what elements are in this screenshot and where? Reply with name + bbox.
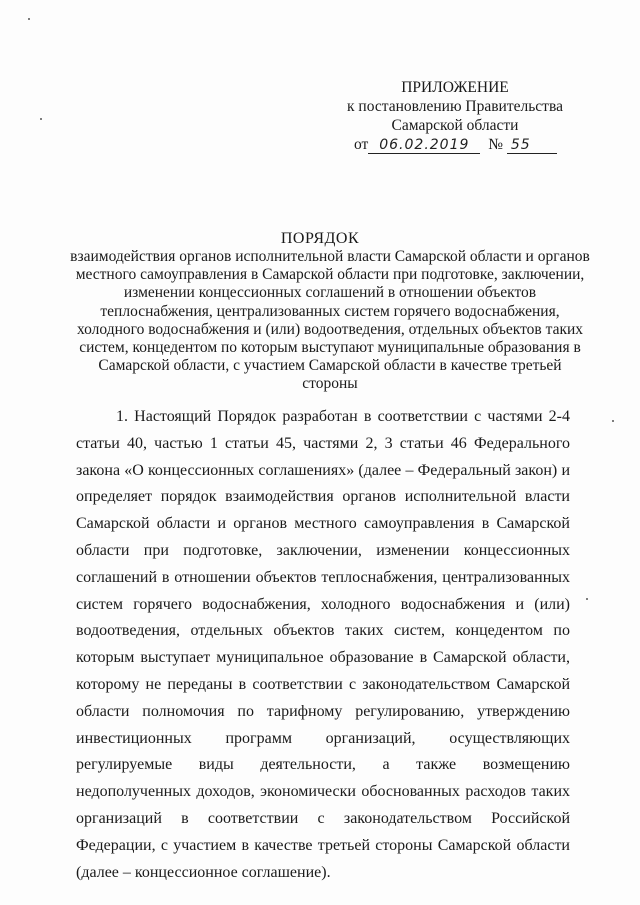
- paragraph-1: 1. Настоящий Порядок разработан в соответствии с частями 2-4 статьи 40, частью 1 статьи 45, частями 2, 3 статьи 46 Федерального закона «О концессионных соглашениях» (далее – Федеральный закон) и определяет порядок взаимодействия органов исполнительной власти Самарской области и органов местного самоуправления в Самарской области при подготовке, заключении, изменении концессионных соглашений в отношении объектов теплоснабжения, централизованных систем горячего водоснабжения, холодного водоснабжения и (или) водоотведения, отдельных объектов таких систем, концедентом по которым выступает муниципальное образование в Самарской области, которому не переданы в соответствии с законодательством Самарской области полномочия по тарифному регулированию, утверждению инвестиционных программ организаций, осуществляющих регулируемые виды деятельности, а также возмещению недополученных доходов, экономически обоснованных расходов таких организаций в соответствии с законодательством Российской Федерации, с участием в качестве третьей стороны Самарской области (далее – концессионное соглашение).: [76, 408, 570, 881]
- document-title: ПОРЯДОК: [280, 230, 360, 247]
- date-prefix: от: [354, 136, 369, 153]
- scan-speck: [612, 420, 614, 422]
- handwritten-number: 55: [507, 137, 557, 154]
- document-subtitle: взаимодействия органов исполнительной власти Самарской области и органов местного самоуправления в Самарской области при подготовке, заключении, изменении концессионных соглашений в отношении объектов теплоснабжения, централизованных систем горячего водоснабжения, холодного водоснабжения и (или) водоотведения, отдельных объектов таких систем, концедентом по которым выступают муниципальные образования в Самарской области, с участием Самарской области в качестве третьей стороны: [70, 248, 590, 393]
- handwritten-date: 06.02.2019: [368, 137, 480, 154]
- appendix-title: ПРИЛОЖЕНИЕ: [401, 79, 509, 96]
- scan-speck: [28, 18, 30, 20]
- scan-speck: [40, 118, 42, 120]
- scan-speck: [586, 598, 588, 600]
- appendix-line-resolution: к постановлению Правительства: [347, 98, 563, 115]
- appendix-line-region: Самарской области: [391, 117, 519, 134]
- appendix-header: [340, 78, 570, 154]
- appendix-date-row: [340, 135, 570, 154]
- number-prefix: №: [488, 136, 503, 153]
